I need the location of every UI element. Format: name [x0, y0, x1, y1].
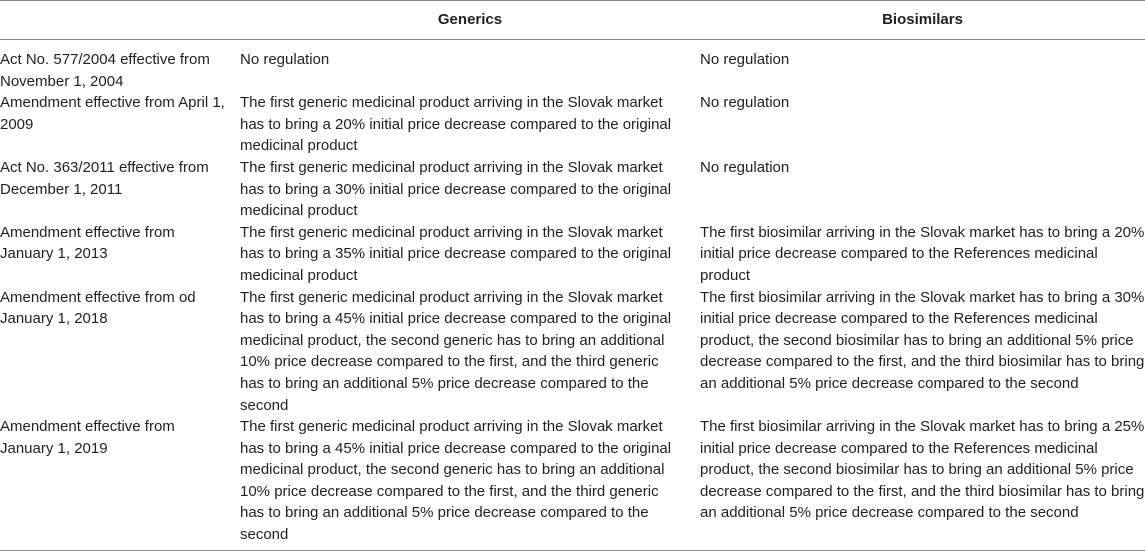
header-row — [0, 1, 1145, 40]
header-biosimilars: Biosimilars — [700, 1, 1145, 40]
table-row — [0, 157, 1145, 222]
row-label: Amendment effective from January 1, 2019 — [0, 416, 240, 550]
generics-cell: The first generic medicinal product arriving in the Slovak market has to bring a 20% initial price decrease compared to the original medicinal product — [240, 94, 672, 155]
biosimilars-cell: The first biosimilar arriving in the Slovak market has to bring a 25% initial price decrease compared to the References medicinal product, the second biosimilar has to bring an additional 5% price decrease compared to the first, and the third biosimilar has to bring an additional 5% price decrease compared to the second — [700, 416, 1145, 550]
biosimilars-cell: The first biosimilar arriving in the Slovak market has to bring a 30% initial price decrease compared to the References medicinal product, the second biosimilar has to bring an additional 5% price decrease compared to the first, and the third biosimilar has to bring an additional 5% price decrease compared to the second — [700, 288, 1145, 392]
row-label: Amendment effective from od January 1, 2018 — [0, 288, 196, 328]
generics-cell: The first generic medicinal product arriving in the Slovak market has to bring a 35% initial price decrease compared to the original medicinal product — [240, 223, 672, 284]
generics-cell: The first generic medicinal product arriving in the Slovak market has to bring a 30% initial price decrease compared to the original medicinal product — [240, 158, 672, 220]
generics-cell: The first generic medicinal product arriving in the Slovak market has to bring a 45% initial price decrease compared to the original medicinal product, the second generic has to bring an additional 10% price decrease compared to the first, and the third generic has to bring an additional 5% price decrease compared to the second — [240, 416, 700, 550]
header-generics: Generics — [240, 1, 700, 40]
biosimilars-cell: No regulation — [700, 158, 790, 176]
biosimilars-cell: No regulation — [700, 51, 790, 68]
generics-cell: No regulation — [240, 51, 330, 68]
generics-cell: The first generic medicinal product arriving in the Slovak market has to bring a 45% initial price decrease compared to the original medicinal product, the second generic has to bring an additional 10% price decrease compared to the first, and the third generic has to bring an additional 5% price decrease compared to the second — [240, 288, 672, 414]
header-empty — [0, 1, 240, 40]
biosimilars-cell: No regulation — [700, 94, 790, 112]
row-label: Amendment effective from January 1, 2013 — [0, 223, 175, 263]
table-row — [0, 40, 1145, 93]
row-label: Act No. 363/2011 effective from December 1, 2011 — [0, 158, 209, 198]
table-row — [0, 92, 1145, 157]
row-label: Amendment effective from April 1, 2009 — [0, 94, 225, 133]
table-row — [0, 416, 1145, 550]
biosimilars-cell: The first biosimilar arriving in the Slovak market has to bring a 20% initial price decrease compared to the References medicinal product — [700, 223, 1145, 284]
table-row — [0, 287, 1145, 417]
table-row — [0, 222, 1145, 287]
row-label: Act No. 577/2004 effective from November 1, 2004 — [0, 51, 210, 90]
